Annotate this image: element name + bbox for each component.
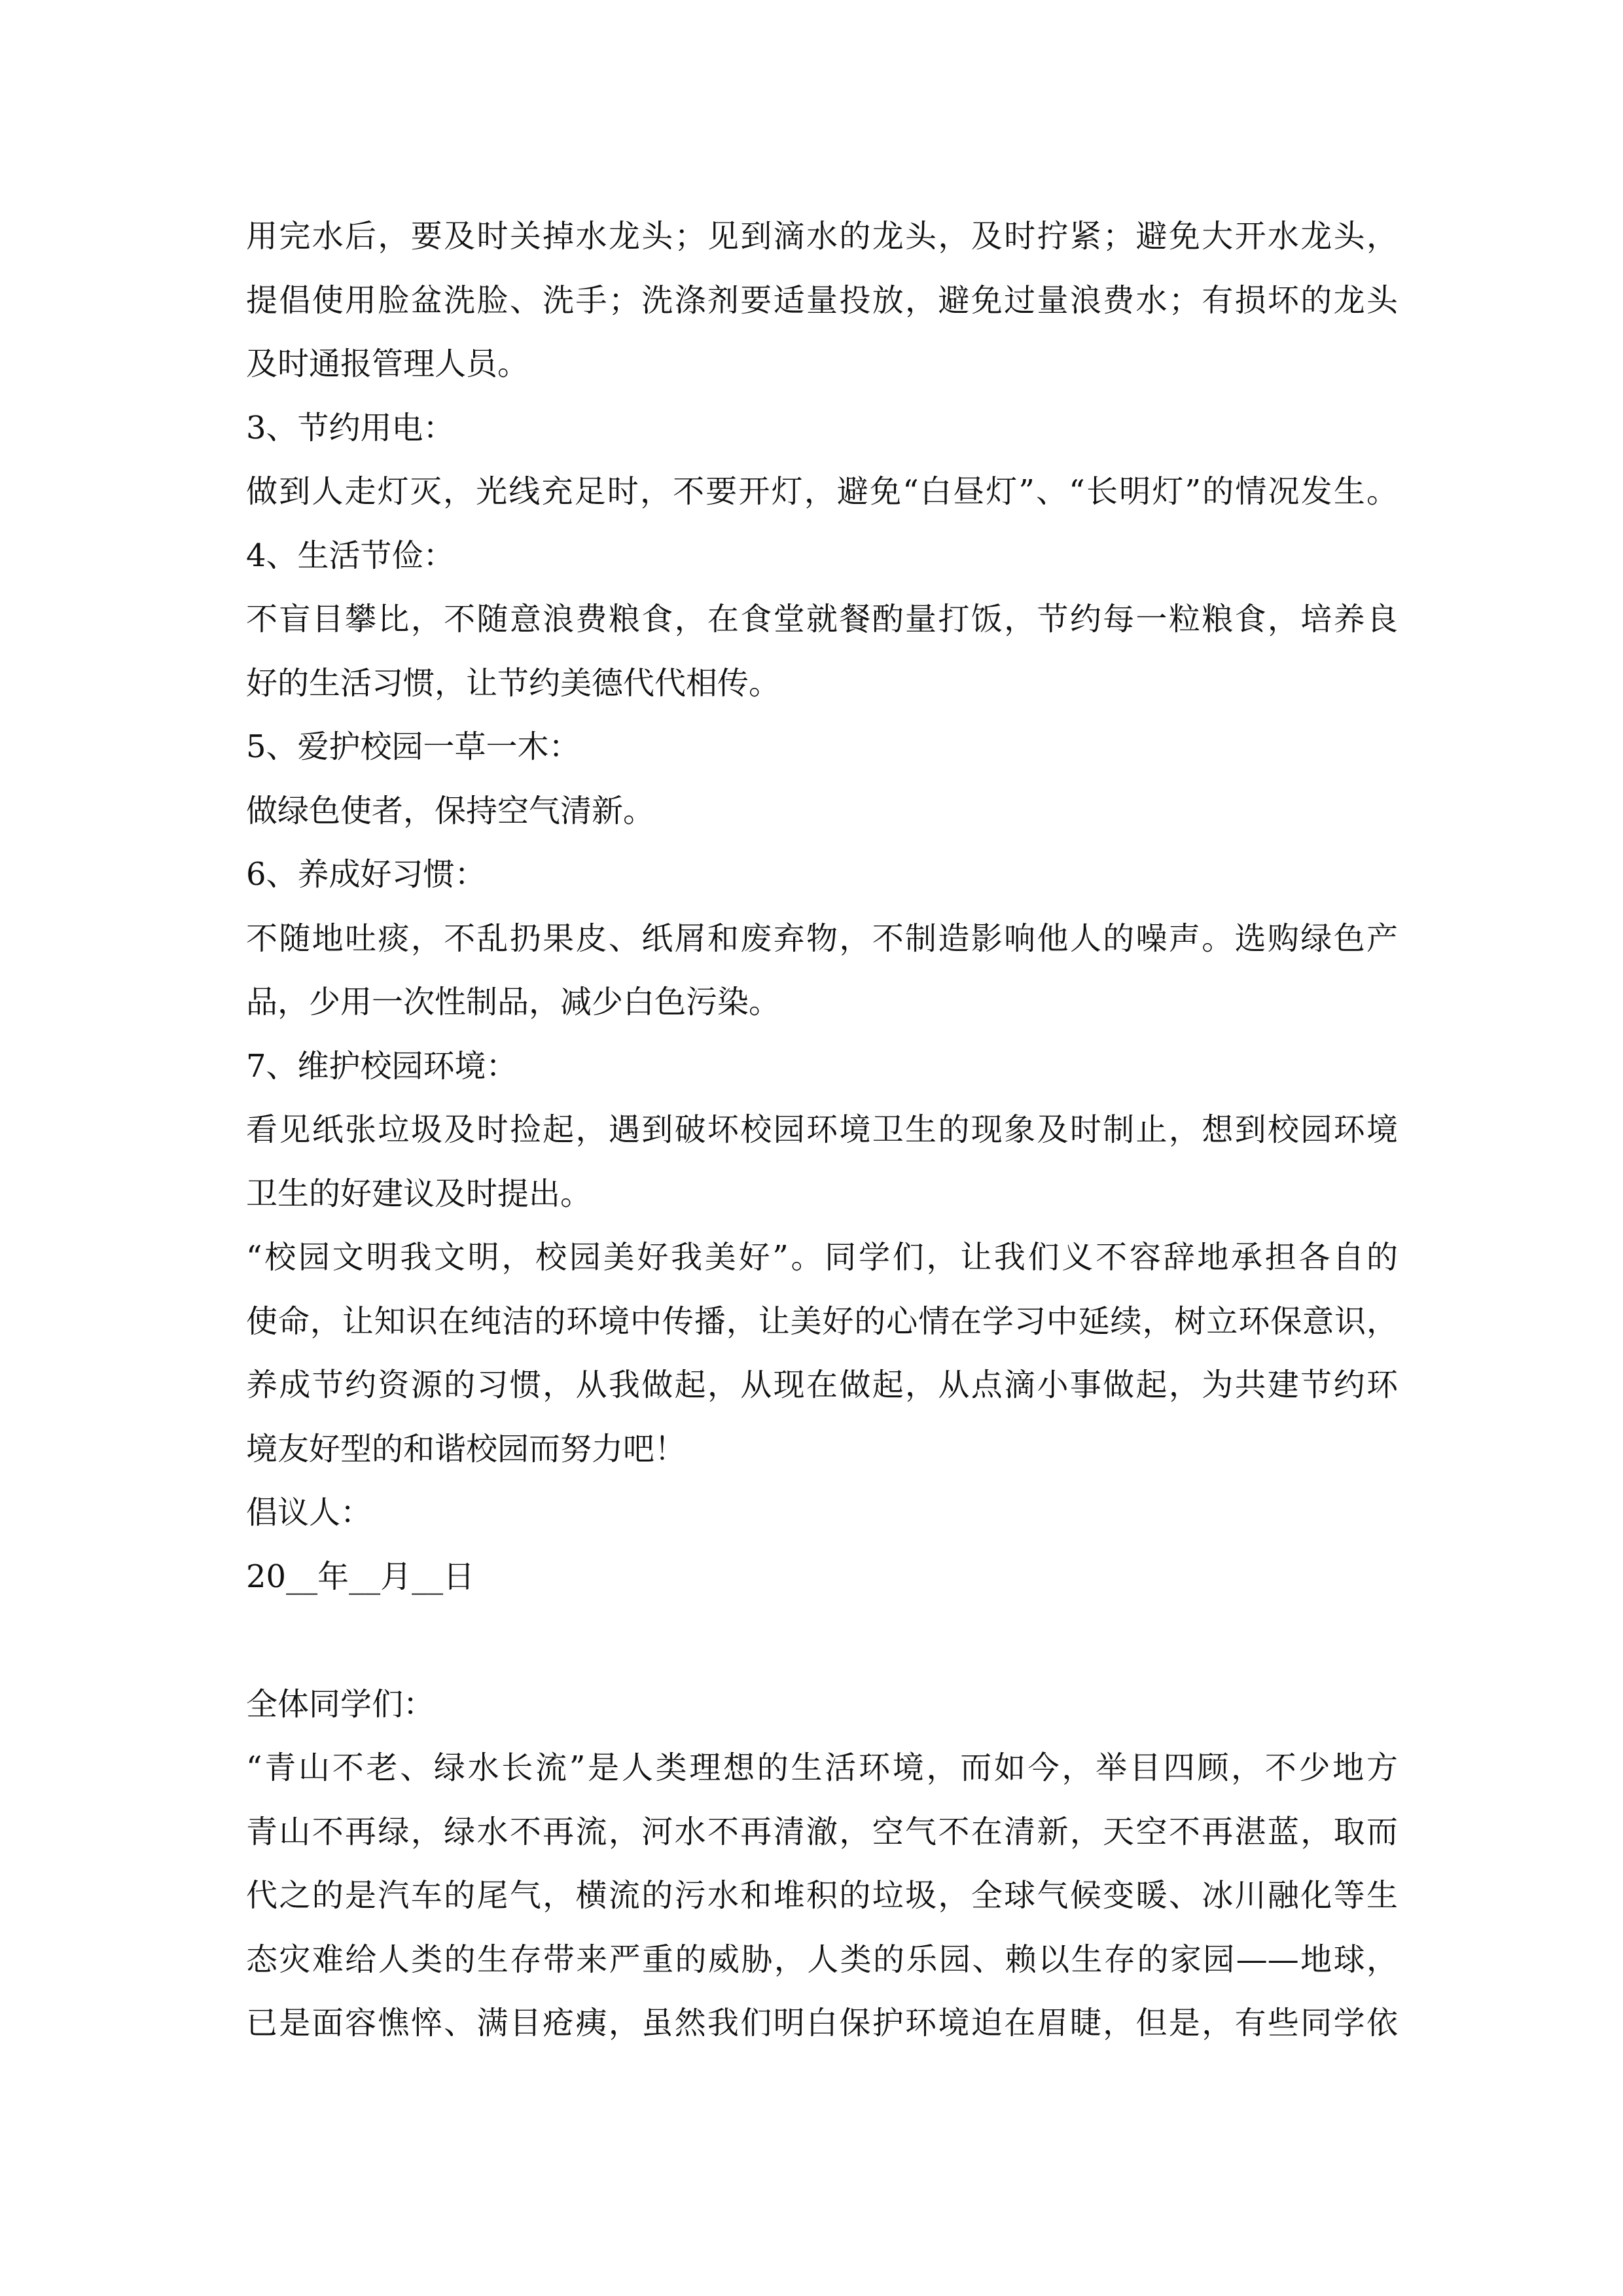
- section-heading: 6、养成好习惯：: [246, 856, 486, 893]
- text-line: 做到人走灯灭，光线充足时，不要开灯，避免“白昼灯”、“长明灯”的情况发生。: [246, 473, 1398, 510]
- text-line: 用完水后，要及时关掉水龙头；见到滴水的龙头，及时拧紧；避免大开水龙头，: [246, 218, 1398, 255]
- section-heading: 7、维护校园环境：: [246, 1047, 518, 1085]
- text-line: 已是面容憔悴、满目疮痍，虽然我们明白保护环境迫在眉睫，但是，有些同学依: [246, 2005, 1398, 2041]
- text-line: “校园文明我文明，校园美好我美好”。同学们，让我们义不容辞地承担各自的: [246, 1239, 1398, 1276]
- text-line: 好的生活习惯，让节约美德代代相传。: [246, 664, 781, 702]
- salutation: 全体同学们：: [246, 1685, 435, 1723]
- text-line: 使命，让知识在纯洁的环境中传播，让美好的心情在学习中延续，树立环保意识，: [246, 1302, 1398, 1340]
- date-line: 20__年__月__日: [246, 1558, 475, 1595]
- text-line: 及时通报管理人员。: [246, 346, 529, 382]
- text-line: 不随地吐痰，不乱扔果皮、纸屑和废弃物，不制造影响他人的噪声。选购绿色产: [246, 920, 1398, 957]
- document-body: [246, 205, 1398, 2056]
- section-heading: 3、节约用电：: [246, 409, 455, 446]
- text-line: “青山不老、绿水长流”是人类理想的生活环境，而如今，举目四顾，不少地方: [246, 1749, 1398, 1786]
- text-line: 品，少用一次性制品，减少白色污染。: [246, 984, 781, 1020]
- section-heading: 5、爱护校园一草一木：: [246, 728, 580, 765]
- text-line: 境友好型的和谐校园而努力吧！: [246, 1430, 687, 1467]
- signature-label: 倡议人：: [246, 1494, 372, 1531]
- section-heading: 4、生活节俭：: [246, 537, 455, 574]
- text-line: 卫生的好建议及时提出。: [246, 1175, 592, 1212]
- text-line: 提倡使用脸盆洗脸、洗手；洗涤剂要适量投放，避免过量浪费水；有损坏的龙头: [246, 281, 1398, 319]
- section-spacer: [246, 1609, 1398, 1673]
- text-line: 青山不再绿，绿水不再流，河水不再清澈，空气不在清新，天空不再湛蓝，取而: [246, 1813, 1398, 1850]
- text-line: 不盲目攀比，不随意浪费粮食，在食堂就餐酌量打饭，节约每一粒粮食，培养良: [246, 601, 1398, 637]
- text-line: 代之的是汽车的尾气，横流的污水和堆积的垃圾，全球气候变暖、冰川融化等生: [246, 1877, 1398, 1914]
- text-line: 看见纸张垃圾及时捡起，遇到破坏校园环境卫生的现象及时制止，想到校园环境: [246, 1111, 1398, 1148]
- text-line: 态灾难给人类的生存带来严重的威胁，人类的乐园、赖以生存的家园——地球，: [246, 1941, 1398, 1978]
- text-line: 养成节约资源的习惯，从我做起，从现在做起，从点滴小事做起，为共建节约环: [246, 1367, 1398, 1403]
- text-line: 做绿色使者，保持空气清新。: [246, 792, 655, 829]
